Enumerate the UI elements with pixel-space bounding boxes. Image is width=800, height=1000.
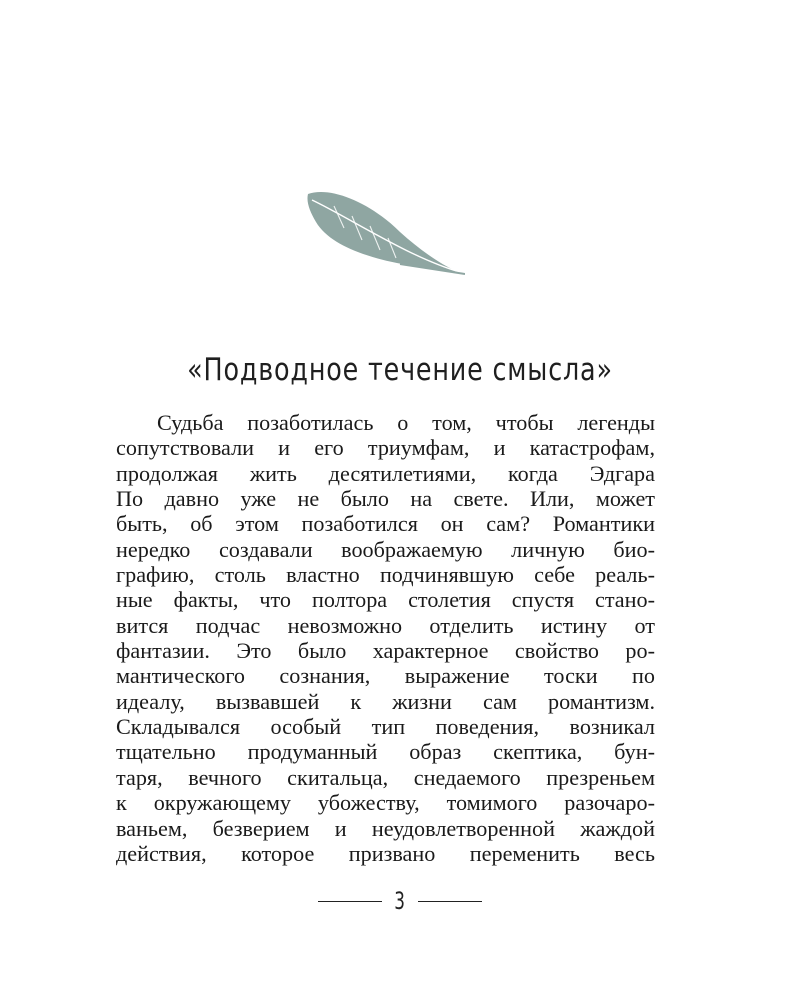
chapter-title: «Подводное течение смысла» xyxy=(187,352,613,388)
feather-icon xyxy=(300,188,465,280)
text-line: к окружающему убожеству, томимого разочаро- xyxy=(116,790,655,816)
body-text xyxy=(116,410,655,866)
text-line: вится подчас невозможно отделить истину от xyxy=(116,612,655,638)
text-line: продолжая жить десятилетиями, когда Эдгара xyxy=(116,460,655,486)
text-line: ваньем, безверием и неудовлетворенной жаждой xyxy=(116,815,655,841)
page-number: 3 xyxy=(394,887,406,915)
text-line: сопутствовали и его триумфам, и катастрофам, xyxy=(116,435,655,461)
text-line: Складывался особый тип поведения, возникал xyxy=(116,714,655,740)
text-line: тщательно продуманный образ скептика, бун- xyxy=(116,739,655,765)
text-line: действия, которое призвано переменить весь xyxy=(116,840,655,866)
text-line: идеалу, вызвавшей к жизни сам романтизм. xyxy=(116,688,655,714)
rule-left xyxy=(318,901,382,902)
text-line: таря, вечного скитальца, снедаемого презреньем xyxy=(116,764,655,790)
text-line: ные факты, что полтора столетия спустя стано- xyxy=(116,587,655,613)
text-line: Судьба позаботилась о том, чтобы легенды xyxy=(157,410,655,435)
text-line: графию, столь властно подчинявшую себе реаль- xyxy=(116,562,655,588)
page-footer xyxy=(0,884,800,918)
rule-right xyxy=(418,901,482,902)
text-line: мантического сознания, выражение тоски по xyxy=(116,663,655,689)
text-line: нередко создавали воображаемую личную био- xyxy=(116,536,655,562)
text-line: быть, об этом позаботился он сам? Романтики xyxy=(116,511,655,537)
text-line: фантазии. Это было характерное свойство ро- xyxy=(116,638,655,664)
text-line: По давно уже не было на свете. Или, может xyxy=(116,486,655,512)
